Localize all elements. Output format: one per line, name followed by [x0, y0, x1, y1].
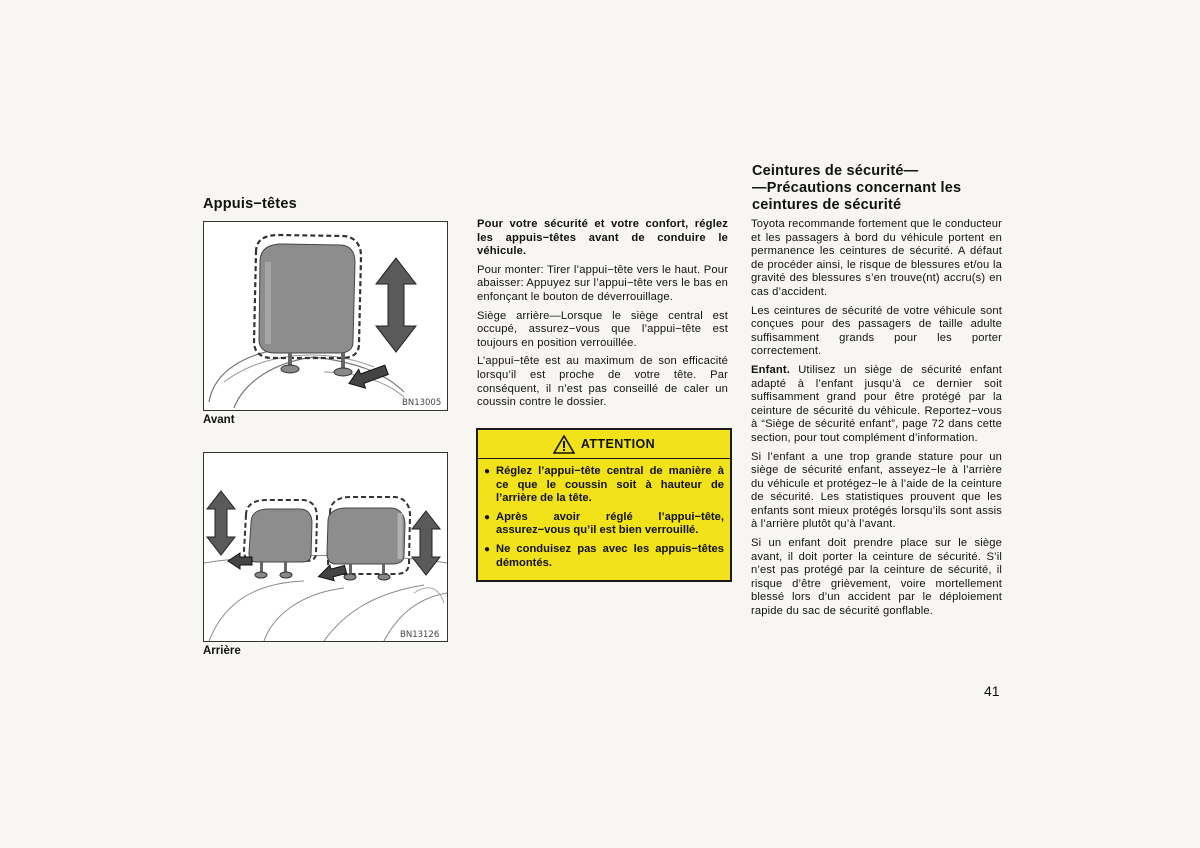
- paragraph-rear-seat: Siège arrière—Lorsque le siège central est occupé, assurez−vous que l’appui−tête est toujours en position verrouillée.: [477, 309, 728, 349]
- paragraph-adjust: Pour monter: Tirer l’appui−tête vers le haut. Pour abaisser: Appuyez sur l’appui−tête vers le bas en enfonçant le bouton de déverrouillage.: [477, 263, 728, 303]
- attention-item-text: Réglez l’appui−tête central de manière à ce que le coussin soit à hauteur de l’arrière de la tête.: [496, 465, 724, 505]
- intro-paragraph: Pour votre sécurité et votre confort, réglez les appuis−têtes avant de conduire le véhicule.: [477, 218, 728, 258]
- paragraph-recommend: Toyota recommande fortement que le conducteur et les passagers à bord du véhicule portent en permanence les ceintures de sécurité. A défaut de procéder ainsi, le risque de blessures et/ou la gravité des blessures s’en trouve(nt) accru(s) en cas d’accident.: [751, 218, 1002, 298]
- page-number: 41: [984, 683, 1000, 699]
- figure-front-headrest: [203, 221, 448, 411]
- attention-item-text: Ne conduisez pas avec les appuis−têtes démontés.: [496, 542, 724, 569]
- caption-front: Avant: [203, 414, 235, 426]
- section-title-seatbelts: [752, 163, 1012, 214]
- attention-item: [484, 511, 724, 538]
- middle-column-text: [477, 218, 728, 415]
- attention-header: [478, 430, 730, 459]
- child-label: Enfant.: [751, 363, 790, 376]
- bullet-icon: ●: [484, 466, 491, 477]
- bullet-icon: ●: [484, 511, 491, 523]
- right-column-text: [751, 218, 1002, 624]
- paragraph-child: [751, 364, 1002, 446]
- attention-box: [476, 428, 732, 582]
- attention-list: [478, 459, 730, 581]
- rear-headrest-illustration: [204, 453, 447, 641]
- caption-rear: Arrière: [203, 645, 241, 657]
- title-line-2: —Précautions concernant les: [752, 180, 962, 196]
- paragraph-designed: Les ceintures de sécurité de votre véhicule sont conçues pour des passagers de taille adulte suffisamment grands pour les porter correctement.: [751, 304, 1002, 358]
- paragraph-large-child: Si l’enfant a une trop grande stature pour un siège de sécurité enfant, asseyez−le à l’arrière du véhicule et protégez−le à l’aide de la ceinture de sécurité. Les statistiques prouvent que les enfants sont mieux protégés lorsqu’ils sont assis à l’arrière plutôt qu’à l’avant.: [751, 450, 1002, 531]
- paragraph-front-seat: Si un enfant doit prendre place sur le siège avant, il doit porter la ceinture de sécurité. S’il n’est pas protégé par la ceinture de sécurité, il risque d’être grièvement, voire mortellement blessé lors d’un accident par le déploiement rapide du sac de sécurité gonflable.: [751, 537, 1002, 618]
- attention-label: ATTENTION: [580, 437, 656, 451]
- attention-item: [484, 465, 724, 506]
- figure-code-rear: BN13126: [400, 630, 440, 640]
- title-line-3: ceintures de sécurité: [752, 197, 902, 213]
- bullet-icon: ●: [484, 543, 491, 555]
- figure-code-front: BN13005: [402, 398, 442, 408]
- warning-triangle-icon: [553, 435, 575, 454]
- figure-rear-headrest: [203, 452, 448, 642]
- section-title-headrests: Appuis−têtes: [203, 196, 297, 212]
- paragraph-efficiency: L’appui−tête est au maximum de son efficacité lorsqu’il est proche de votre tête. Par conséquent, il n’est pas conseillé de caler un coussin contre le dossier.: [477, 355, 728, 409]
- front-headrest-illustration: [204, 222, 447, 410]
- attention-item: [484, 543, 724, 570]
- attention-item-text: Après avoir réglé l’appui−tête, assurez−vous qu’il est bien verrouillé.: [496, 510, 724, 537]
- title-line-1: Ceintures de sécurité—: [752, 163, 919, 179]
- child-text: Utilisez un siège de sécurité enfant adapté à l’enfant jusqu’à ce dernier soit suffisamment grand pour être protégé par la ceinture de sécurité du véhicule. Reportez−vous à “Siège de sécurité enfant”, page 72 dans cette section, pour tout complément d’information.: [751, 363, 1002, 444]
